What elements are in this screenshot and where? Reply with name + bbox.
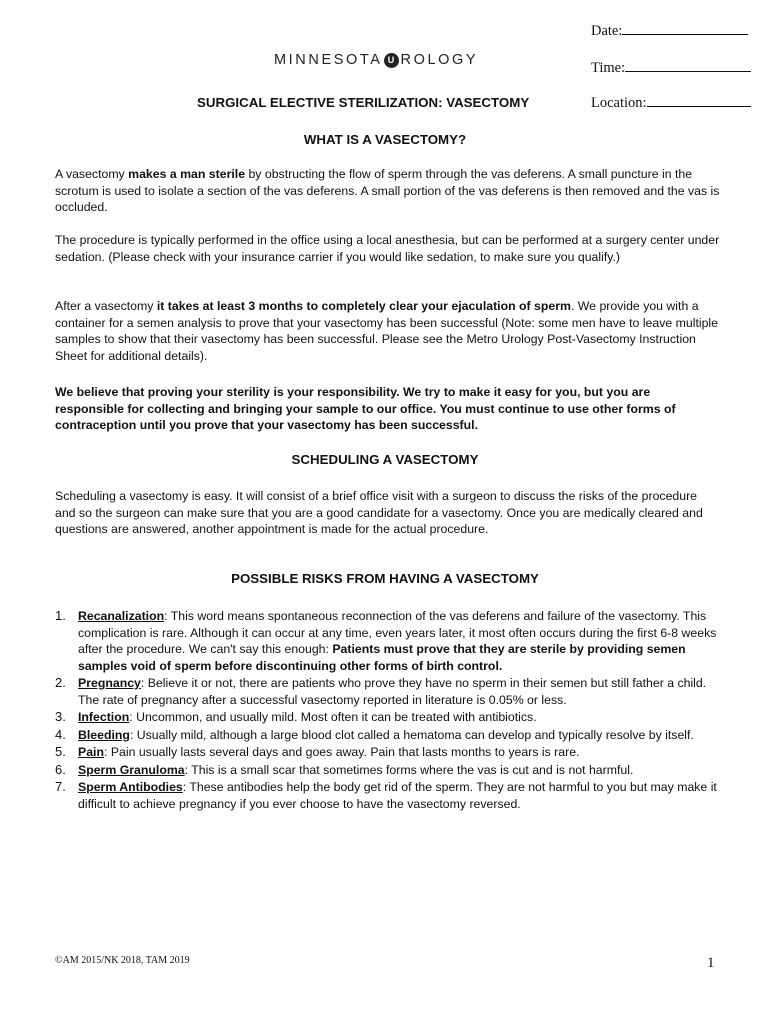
risk-list-item <box>55 608 720 674</box>
time-field[interactable] <box>591 57 751 77</box>
heading-possible-risks: POSSIBLE RISKS FROM HAVING A VASECTOMY <box>231 571 539 586</box>
risk-description: : This word means spontaneous reconnection of the vas deferens and failure of the vasectomy. This complication is rare. Although it can occur at any time, even years later, it most often occurs during the first 6-8 weeks after the procedure. We can't say this enough: <box>78 609 717 656</box>
page-number: 1 <box>707 955 715 971</box>
paragraph-definition <box>55 166 720 216</box>
paragraph-responsibility: We believe that proving your sterility is your responsibility. We try to make it easy for you, but you are responsible for collecting and bringing your sample to our office. You must continue to use other forms of contraception until you prove that your vasectomy has been successful. <box>55 385 676 432</box>
risk-description: : Usually mild, although a large blood clot called a hematoma can develop and typically resolve by itself. <box>129 727 694 742</box>
heading-what-is-vasectomy: WHAT IS A VASECTOMY? <box>303 132 467 147</box>
text-span: After a vasectomy <box>55 299 157 313</box>
time-label: Time: <box>591 60 626 76</box>
risk-number: 5. <box>55 744 66 759</box>
risk-description: : Pain usually lasts several days and goes away. Pain that lasts months to years is rare. <box>103 745 580 759</box>
copyright-footer: ©AM 2015/NK 2018, TAM 2019 <box>55 955 190 966</box>
risk-term: Infection <box>78 710 130 724</box>
risk-description: : These antibodies help the body get rid of the sperm. They are not harmful to you but may make it difficult to achieve pregnancy if you ever choose to have the vasectomy reversed. <box>78 780 717 811</box>
paragraph-scheduling: Scheduling a vasectomy is easy. It will consist of a brief office visit with a surgeon to discuss the risks of the procedure and so the surgeon can make sure that you are a good candidate for a vasectomy. Once you are medically cleared and questions are answered, another appointment is made for the actual procedure. <box>55 489 703 536</box>
risk-term: Bleeding <box>78 727 130 742</box>
location-field[interactable] <box>591 92 751 112</box>
risk-list-item <box>55 709 720 726</box>
risk-term: Recanalization <box>78 609 165 623</box>
risk-number: 1. <box>55 608 66 623</box>
document-title: SURGICAL ELECTIVE STERILIZATION: VASECTOMY <box>197 95 530 110</box>
risk-term: Pain <box>78 745 104 759</box>
logo-text-left: MINNESOTA <box>274 52 383 68</box>
bold-span: it takes at least 3 months to completely clear your ejaculation of sperm <box>156 299 571 313</box>
location-label: Location: <box>591 95 647 111</box>
bold-span: makes a man sterile <box>128 167 246 181</box>
date-blank[interactable] <box>622 20 748 35</box>
risk-emphasis: Patients must prove that they are sterile by providing semen samples void of sperm before discontinuing other forms of birth control. <box>78 642 686 673</box>
risk-description: : This is a small scar that sometimes forms where the vas is cut and is not harmful. <box>184 762 634 777</box>
minnesota-urology-logo <box>274 52 478 68</box>
text-span: by obstructing the flow of sperm through the vas deferens. A small puncture in the scrotum is used to isolate a section of the vas deferens. A small portion of the vas deferens is then removed and the vas is occluded. <box>55 167 720 214</box>
logo-emblem-icon: U <box>384 53 399 68</box>
risk-list-item <box>55 675 720 708</box>
time-blank[interactable] <box>625 57 751 72</box>
risk-description: : Uncommon, and usually mild. Most often it can be treated with antibiotics. <box>129 710 537 724</box>
risk-list-item <box>55 744 720 761</box>
risk-number: 7. <box>55 779 66 794</box>
risk-list <box>55 608 720 813</box>
risk-list-item <box>55 779 720 812</box>
risk-description: : Believe it or not, there are patients who prove they have no sperm in their semen but still father a child. The rate of pregnancy after a successful vasectomy reported in literature is 0.05% or less. <box>78 676 707 707</box>
risk-list-item <box>55 727 720 744</box>
risk-number: 3. <box>55 709 66 724</box>
text-span: A vasectomy <box>55 167 129 181</box>
risk-number: 6. <box>55 761 66 777</box>
date-field[interactable] <box>591 20 748 40</box>
location-blank[interactable] <box>647 92 751 107</box>
paragraph-procedure: The procedure is typically performed in the office using a local anesthesia, but can be performed at a surgery center under sedation. (Please check with your insurance carrier if you would like sedation, to make sure you qualify.) <box>55 233 720 264</box>
risk-number: 4. <box>55 726 66 742</box>
paragraph-clearance <box>55 298 720 364</box>
logo-text-right: ROLOGY <box>400 52 479 68</box>
risk-number: 2. <box>55 675 66 690</box>
risk-list-item <box>55 762 720 779</box>
heading-scheduling: SCHEDULING A VASECTOMY <box>291 452 479 467</box>
risk-term: Sperm Granuloma <box>78 762 185 777</box>
risk-term: Sperm Antibodies <box>78 780 183 794</box>
date-label: Date: <box>591 23 623 39</box>
text-span: . We provide you with a container for a semen analysis to prove that your vasectomy has been successful (Note: some men have to leave multiple samples to show that their vasectomy has been successful. Please see the Metro Urology Post-Vasectomy Instruction Sheet for additional details). <box>55 299 718 363</box>
risk-term: Pregnancy <box>78 676 141 690</box>
